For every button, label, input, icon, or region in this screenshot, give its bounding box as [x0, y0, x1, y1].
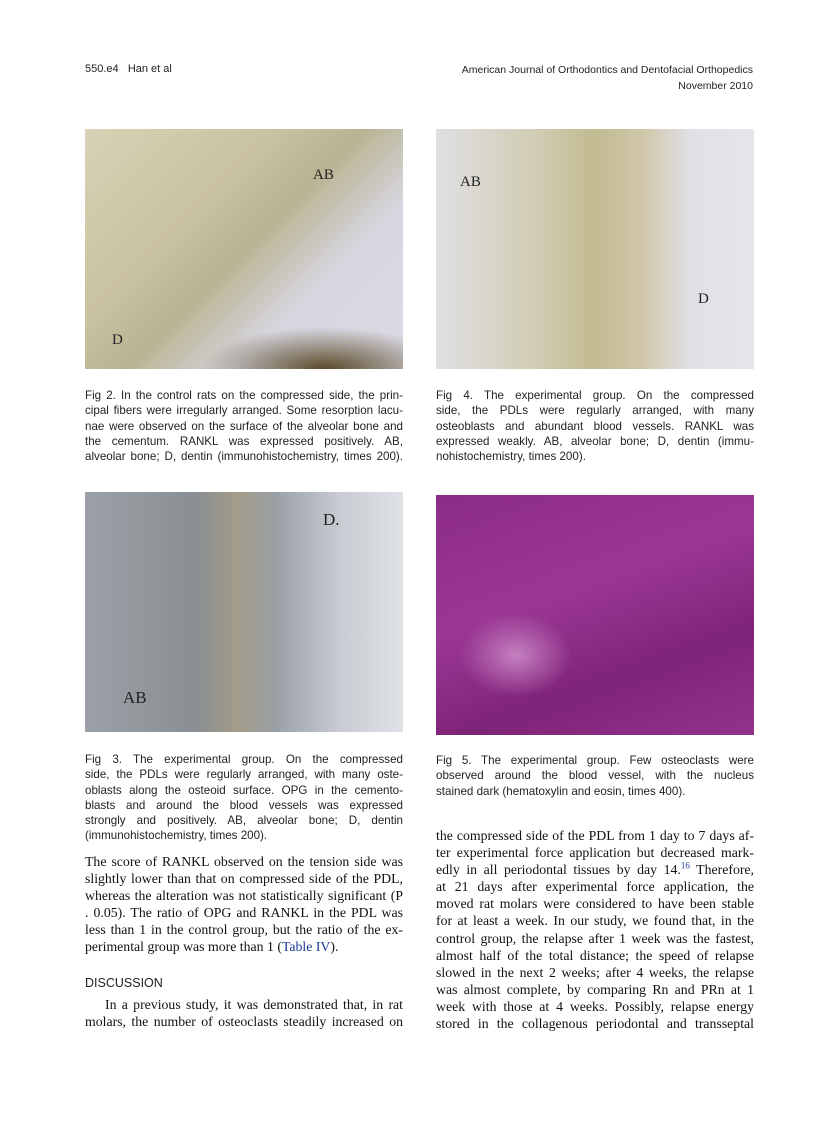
- caption-line: Fig 5. The experimental group. Few osteoclasts were: [436, 754, 754, 767]
- figure-4-image: [436, 129, 754, 369]
- text-line: slightly lower than that on compressed side of the PDL,: [85, 871, 403, 887]
- text: perimental group was more than 1 (: [85, 939, 282, 955]
- journal-title: American Journal of Orthodontics and Dentofacial Orthopedics: [461, 64, 753, 76]
- text-line: week with those at 4 weeks. Possibly, relapse energy: [436, 998, 754, 1014]
- caption-line: cipal fibers were irregularly arranged. Some resorption lacu-: [85, 404, 403, 418]
- text: ).: [330, 939, 339, 955]
- figure-2-caption: [85, 388, 403, 464]
- reference-16[interactable]: 16: [680, 860, 690, 871]
- running-head-left: 550.e4 Han et al: [85, 63, 172, 75]
- text-line: control group, the relapse after 1 week was the fastest,: [436, 930, 754, 946]
- text-line: at 21 days after experimental force application, the: [436, 879, 754, 895]
- figure-2-image: [85, 129, 403, 369]
- caption-line: stained dark (hematoxylin and eosin, times 400).: [436, 784, 686, 798]
- right-column-text: [436, 827, 754, 1032]
- figure-4-caption: [436, 388, 754, 464]
- caption-line: alveolar bone; D, dentin (immunohistochemistry, times 200).: [85, 450, 403, 464]
- text-line: The score of RANKL observed on the tension side was: [85, 854, 403, 869]
- caption-line: side, the PDLs were regularly arranged, with many: [436, 404, 754, 418]
- text-line: almost half of the total distance; the speed of relapse: [436, 947, 754, 963]
- label-ab: AB: [313, 167, 334, 183]
- text-line: moved rat molars were considered to have been stable: [436, 896, 754, 912]
- caption-line: strongly and positively. AB, alveolar bone; D, dentin: [85, 814, 403, 828]
- left-column-text: [85, 853, 403, 1030]
- caption-line: observed around the blood vessel, with the nucleus: [436, 769, 754, 783]
- caption-line: (immunohistochemistry, times 200).: [85, 829, 268, 843]
- caption-line: side, the PDLs were regularly arranged, with many oste-: [85, 768, 403, 782]
- text-line: for at least a week. In our study, we found that, in the: [436, 913, 754, 929]
- label-d: D: [698, 291, 709, 307]
- text-line: less than 1 in the control group, but the ratio of the ex-: [85, 922, 403, 938]
- figure-3-image: [85, 492, 403, 732]
- caption-line: Fig 2. In the control rats on the compressed side, the prin-: [85, 389, 403, 402]
- text-line: molars, the number of osteoclasts steadily increased on: [85, 1013, 403, 1029]
- figure-3-caption: [85, 752, 403, 844]
- caption-line: osteoblasts and abundant blood vessels. RANKL was: [436, 419, 754, 433]
- label-ab: AB: [460, 174, 481, 190]
- caption-line: the cementum. RANKL was expressed positively. AB,: [85, 434, 403, 448]
- figure-5-image: [436, 495, 754, 735]
- caption-line: oblasts along the osteoid surface. OPG in the cemento-: [85, 783, 403, 797]
- issue-date: November 2010: [678, 80, 753, 92]
- caption-line: nae were observed on the surface of the alveolar bone and: [85, 419, 403, 433]
- caption-line: expressed weakly. AB, alveolar bone; D, dentin (immu-: [436, 434, 754, 448]
- text-line: . 0.05). The ratio of OPG and RANKL in the PDL was: [85, 905, 403, 921]
- text-line: the compressed side of the PDL from 1 day to 7 days af-: [436, 828, 754, 843]
- text: Therefore,: [689, 862, 755, 878]
- text-line: [436, 861, 754, 878]
- section-heading-discussion: DISCUSSION: [85, 975, 163, 990]
- label-ab: AB: [123, 688, 147, 707]
- label-d: D.: [323, 510, 340, 529]
- caption-line: Fig 4. The experimental group. On the compressed: [436, 389, 754, 402]
- text-line: stored in the collagenous periodontal and transseptal: [436, 1016, 754, 1032]
- text-line: whereas the alteration was not statistically significant (P: [85, 888, 403, 904]
- text-line: [85, 938, 403, 955]
- label-d: D: [112, 332, 123, 348]
- table-iv-link[interactable]: Table IV: [281, 939, 331, 955]
- text-line: In a previous study, it was demonstrated that, in rat: [105, 996, 403, 1012]
- text-line: slowed in the next 2 weeks; after 4 weeks, the relapse: [436, 964, 754, 980]
- caption-line: blasts and around the blood vessels was expressed: [85, 798, 403, 812]
- text-line: was almost complete, by comparing Rn and PRn at 1: [436, 981, 754, 997]
- text: edly in all periodontal tissues by day 14.: [436, 862, 681, 878]
- text-line: ter experimental force application but decreased mark-: [436, 845, 754, 861]
- caption-line: Fig 3. The experimental group. On the compressed: [85, 753, 403, 766]
- figure-5-caption: [436, 753, 754, 799]
- caption-line: nohistochemistry, times 200).: [436, 450, 586, 464]
